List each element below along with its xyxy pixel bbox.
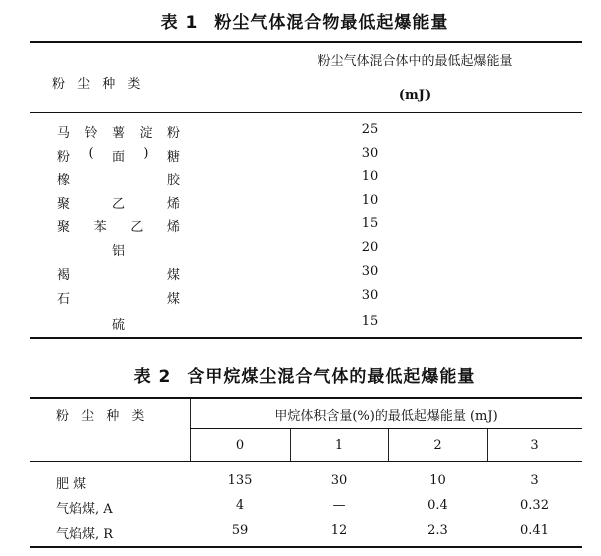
table2-header-category: 粉 尘 种 类 xyxy=(56,409,149,424)
table2-row-name: 气焰煤, R xyxy=(56,527,114,542)
table2-cell: 0.32 xyxy=(520,498,549,513)
table2-row-name: 气焰煤, A xyxy=(56,502,113,517)
table2-subheader-rule xyxy=(190,428,582,429)
table1-row-name: 粉 ( 面 ) 糖 xyxy=(57,146,180,165)
table1-row-name: 褐 煤 xyxy=(57,268,180,283)
table1-row-value: 30 xyxy=(361,288,379,303)
table2-col-header: 2 xyxy=(433,438,442,453)
table1-header-rule xyxy=(30,112,582,113)
table2-cell: 0.4 xyxy=(427,498,448,513)
table1-row-value: 15 xyxy=(361,314,379,329)
table1-row-value: 30 xyxy=(361,146,379,161)
table2-top-rule xyxy=(30,397,582,399)
table1-row-value: 25 xyxy=(361,122,379,137)
table2-header-energy: 甲烷体积含量(%)的最低起爆能量 (mJ) xyxy=(274,409,498,424)
table2-col-header: 3 xyxy=(530,438,539,453)
table1-top-rule xyxy=(30,41,582,43)
table1-title-text: 粉尘气体混合物最低起爆能量 xyxy=(214,13,449,33)
table1-bottom-rule xyxy=(30,337,582,339)
table2-cell: 4 xyxy=(235,498,245,513)
table1-row-name: 硫 xyxy=(111,318,125,333)
table1-row-name: 聚 苯 乙 烯 xyxy=(57,220,180,235)
table1-row-value: 10 xyxy=(361,169,379,184)
table2-label: 表 2 xyxy=(133,367,172,387)
table2-header-rule xyxy=(30,461,582,462)
table2-col-header: 0 xyxy=(235,438,245,453)
table2-cell: 135 xyxy=(227,473,253,488)
table2-row-name: 肥 煤 xyxy=(56,477,87,492)
table1-row-value: 30 xyxy=(361,264,379,279)
table2-cell: 10 xyxy=(429,473,446,488)
table2-cell: 30 xyxy=(330,473,348,488)
table1-row-value: 15 xyxy=(361,216,379,231)
table1-header-category: 粉 尘 种 类 xyxy=(52,77,145,92)
table2-cell: 3 xyxy=(530,473,539,488)
table1-row-name: 聚 乙 烯 xyxy=(57,197,180,212)
table2-bottom-rule xyxy=(30,546,582,548)
table1-header-unit: (mJ) xyxy=(398,88,432,103)
table2-title xyxy=(0,362,601,387)
table2-cell: 0.41 xyxy=(520,523,549,538)
table2-cell: — xyxy=(332,498,346,513)
table1-label: 表 1 xyxy=(160,13,199,33)
table2-cell: 2.3 xyxy=(427,523,448,538)
table1-row-value: 20 xyxy=(361,240,379,255)
table2-col-header: 1 xyxy=(334,438,344,453)
table2-title-text: 含甲烷煤尘混合气体的最低起爆能量 xyxy=(187,367,476,387)
table1-row-name: 橡 胶 xyxy=(57,173,180,188)
table1-row-name: 石 煤 xyxy=(57,292,180,307)
table1-row-name: 马 铃 薯 淀 粉 xyxy=(57,126,180,141)
table1-row-value: 10 xyxy=(361,193,379,208)
table1-title xyxy=(0,8,601,33)
table1-header-energy: 粉尘气体混合体中的最低起爆能量 xyxy=(317,54,513,69)
table2-cell: 59 xyxy=(231,523,249,538)
table1-row-name: 铝 xyxy=(111,244,125,259)
table2-cell: 12 xyxy=(330,523,348,538)
